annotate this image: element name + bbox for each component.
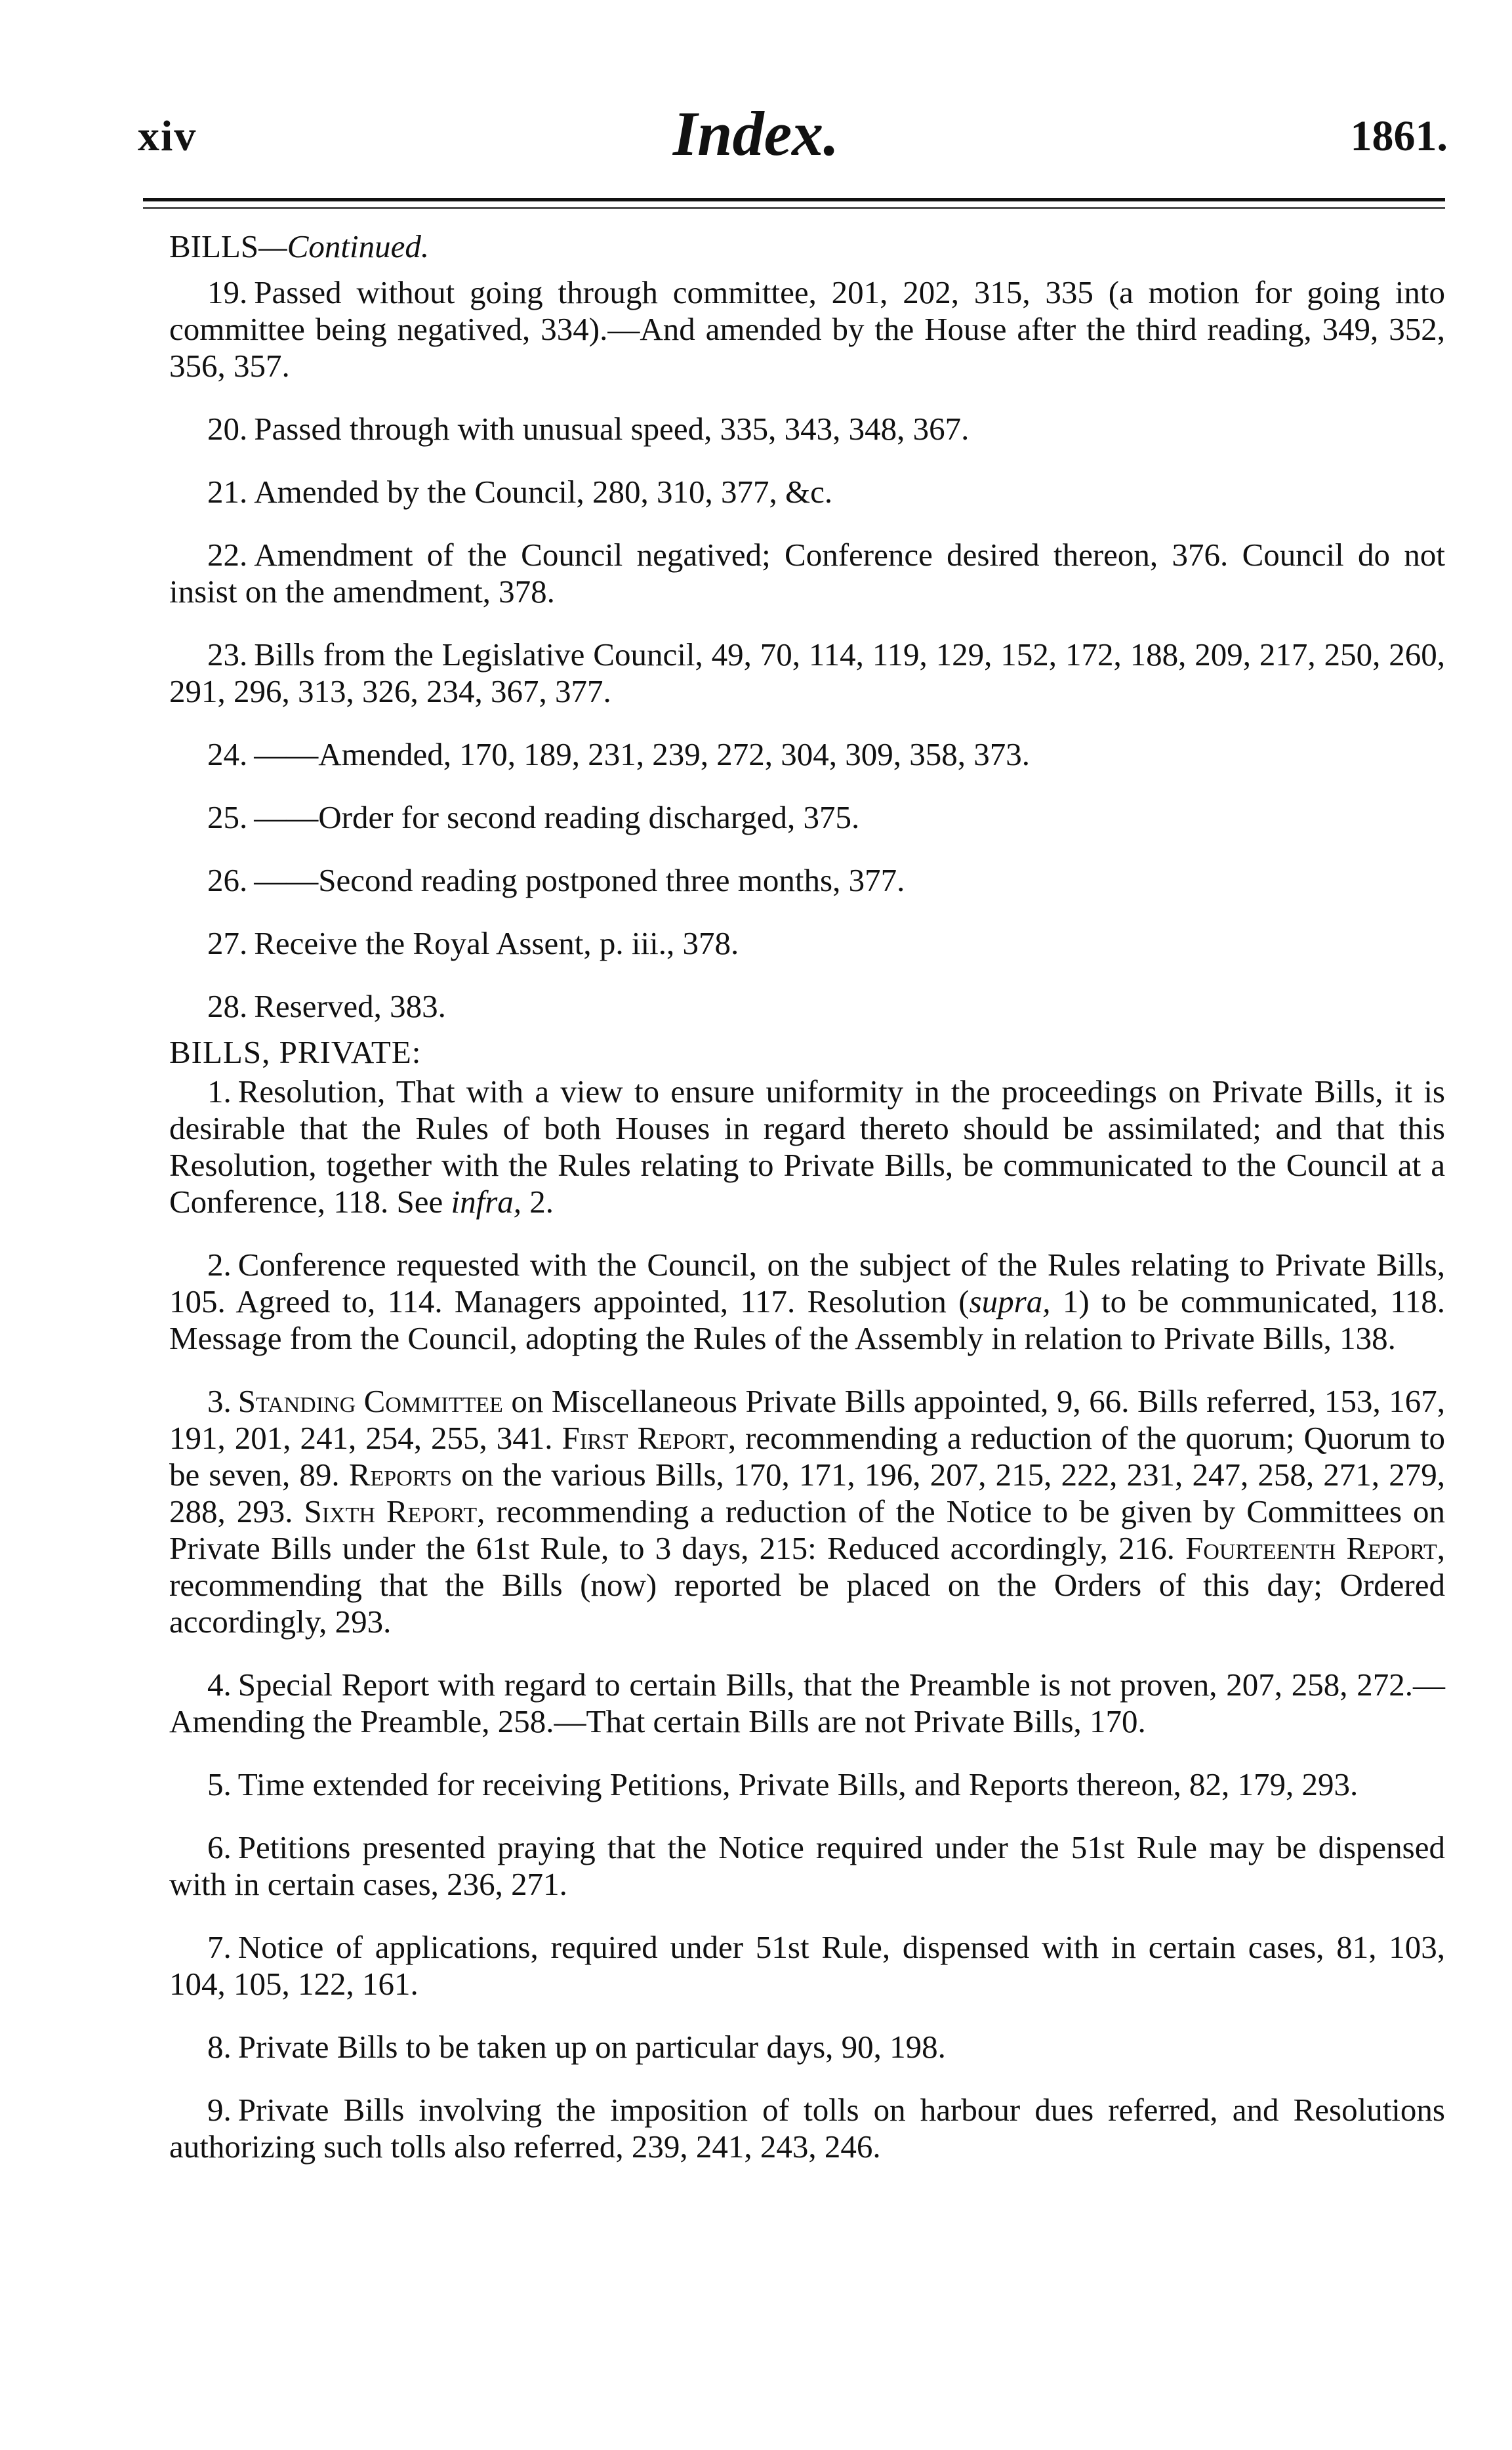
index-entry: 6. Petitions presented praying that the Notice required under the 51st Rule may be dispensed with in certain cases, 236, 271. — [169, 1829, 1445, 1902]
index-entry: 1. Resolution, That with a view to ensure uniformity in the proceedings on Private Bills, it is desirable that the Rules of both Houses in regard thereto should be assimilated; and that this Resolution, together with the Rules relating to Private Bills, be communicated to the Council at a Conference, 118. See infra, 2. — [169, 1073, 1445, 1220]
page-header — [0, 0, 1512, 217]
index-entry: 5. Time extended for receiving Petitions, Private Bills, and Reports thereon, 82, 179, 293. — [207, 1766, 1359, 1802]
index-entry: 9. Private Bills involving the imposition of tolls on harbour dues referred, and Resolutions authorizing such tolls also referred, 239, 241, 243, 246. — [169, 2092, 1445, 2165]
index-entry: 26. ——Second reading postponed three months, 377. — [207, 862, 905, 898]
index-entry: 20. Passed through with unusual speed, 335, 343, 348, 367. — [207, 411, 970, 447]
index-entry: 7. Notice of applications, required under 51st Rule, dispensed with in certain cases, 81, 103, 104, 105, 122, 161. — [169, 1929, 1445, 2002]
index-body — [169, 228, 1445, 2191]
page-year: 1861. — [1350, 112, 1448, 160]
index-entry: 3. Standing Committee on Miscellaneous Private Bills appointed, 9, 66. Bills referred, 153, 167, 191, 201, 241, 254, 255, 341. First Report, recommending a reduction of the quorum; Quorum to be seven, 89. Reports on the various Bills, 170, 171, 196, 207, 215, 222, 231, 247, 258, 271, 279, 288, 293. Sixth Report, recommending a reduction of the Notice to be given by Committees on Private Bills under the 61st Rule, to 3 days, 215: Reduced accordingly, 216. Fourteenth Report, recommending that the Bills (now) reported be placed on the Orders of this day; Ordered accordingly, 293. — [169, 1383, 1446, 1640]
header-rule-thin — [143, 207, 1445, 209]
index-entry: 8. Private Bills to be taken up on particular days, 90, 198. — [207, 2029, 946, 2065]
index-entry: 28. Reserved, 383. — [207, 988, 446, 1024]
section-heading-bills-private: BILLS, PRIVATE: — [169, 1034, 422, 1070]
page-title: Index. — [672, 98, 840, 169]
page-number: xiv — [138, 112, 197, 160]
index-entry: 21. Amended by the Council, 280, 310, 377, &c. — [207, 474, 833, 510]
index-entry: 22. Amendment of the Council negatived; Conference desired thereon, 376. Council do not insist on the amendment, 378. — [169, 537, 1445, 610]
header-rule-thick — [143, 198, 1445, 201]
index-entry: 19. Passed without going through committee, 201, 202, 315, 335 (a motion for going into committee being negatived, 334).—And amended by the House after the third reading, 349, 352, 356, 357. — [169, 274, 1445, 384]
index-entry: 23. Bills from the Legislative Council, 49, 70, 114, 119, 129, 152, 172, 188, 209, 217, 250, 260, 291, 296, 313, 326, 234, 367, 377. — [169, 636, 1445, 709]
index-entry: 4. Special Report with regard to certain Bills, that the Preamble is not proven, 207, 258, 272.—Amending the Preamble, 258.—That certain Bills are not Private Bills, 170. — [169, 1667, 1445, 1739]
index-entry: 24. ——Amended, 170, 189, 231, 239, 272, 304, 309, 358, 373. — [207, 736, 1030, 772]
section-heading-bills: BILLS—Continued. — [169, 228, 430, 264]
index-entry: 2. Conference requested with the Council, on the subject of the Rules relating to Private Bills, 105. Agreed to, 114. Managers appointed, 117. Resolution (supra, 1) to be communicated, 118. Message from the Council, adopting the Rules of the Assembly in relation to Private Bills, 138. — [169, 1247, 1446, 1356]
index-entry: 27. Receive the Royal Assent, p. iii., 378. — [207, 925, 739, 961]
index-entry: 25. ——Order for second reading discharged, 375. — [207, 799, 860, 835]
